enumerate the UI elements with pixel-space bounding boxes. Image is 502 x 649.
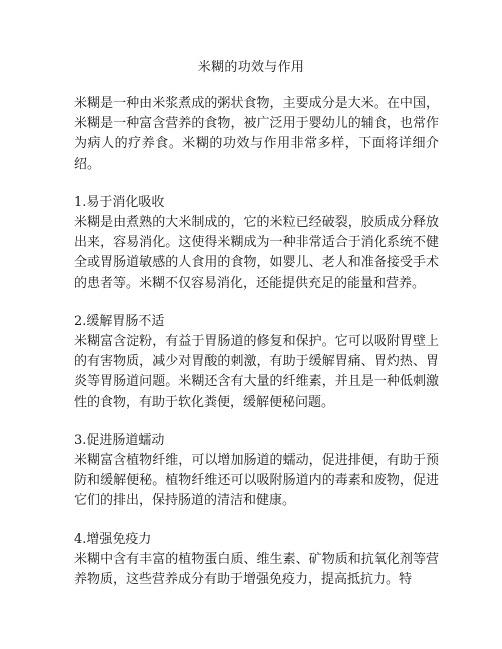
section-heading-stomach-relief: 2.缓解胃肠不适	[74, 313, 165, 329]
section-heading-digestion: 1.易于消化吸收	[74, 194, 165, 210]
intro-paragraph: 米糊是一种由米浆煮成的粥状食物，主要成分是大米。在中国，米糊是一种富含营养的食物，被广泛用于婴幼儿的辅食，也常作为病人的疗养食。米糊的功效与作用非常多样，下面将详细介绍。	[74, 96, 439, 172]
section-text-intestinal-motility: 米糊富含植物纤维，可以增加肠道的蠕动，促进排便，有助于预防和缓解便秘。植物纤维还可以吸附肠道内的毒素和废物，促进它们的排出，保持肠道的清洁和健康。	[74, 453, 439, 509]
section-heading-intestinal-motility: 3.促进肠道蠕动	[74, 432, 165, 448]
document-title: 米糊的功效与作用	[197, 60, 305, 75]
section-text-digestion: 米糊是由煮熟的大米制成的，它的米粒已经破裂，胶质成分释放出来，容易消化。这使得米糊成为一种非常适合于消化系统不健全或胃肠道敏感的人食用的食物，如婴儿、老人和准备接受手术的患者等。米糊不仅容易消化，还能提供充足的能量和营养。	[74, 215, 439, 291]
section-text-stomach-relief: 米糊富含淀粉，有益于胃肠道的修复和保护。它可以吸附胃壁上的有害物质，减少对胃酸的刺激，有助于缓解胃痛、胃灼热、胃炎等胃肠道问题。米糊还含有大量的纤维素，并且是一种低刺激性的食物，有助于软化粪便，缓解便秘问题。	[74, 334, 439, 410]
section-heading-immunity: 4.增强免疫力	[74, 531, 152, 547]
section-text-immunity: 米糊中含有丰富的植物蛋白质、维生素、矿物质和抗氧化剂等营养物质，这些营养成分有助于增强免疫力，提高抵抗力。特	[74, 551, 439, 588]
document-body	[74, 94, 439, 590]
